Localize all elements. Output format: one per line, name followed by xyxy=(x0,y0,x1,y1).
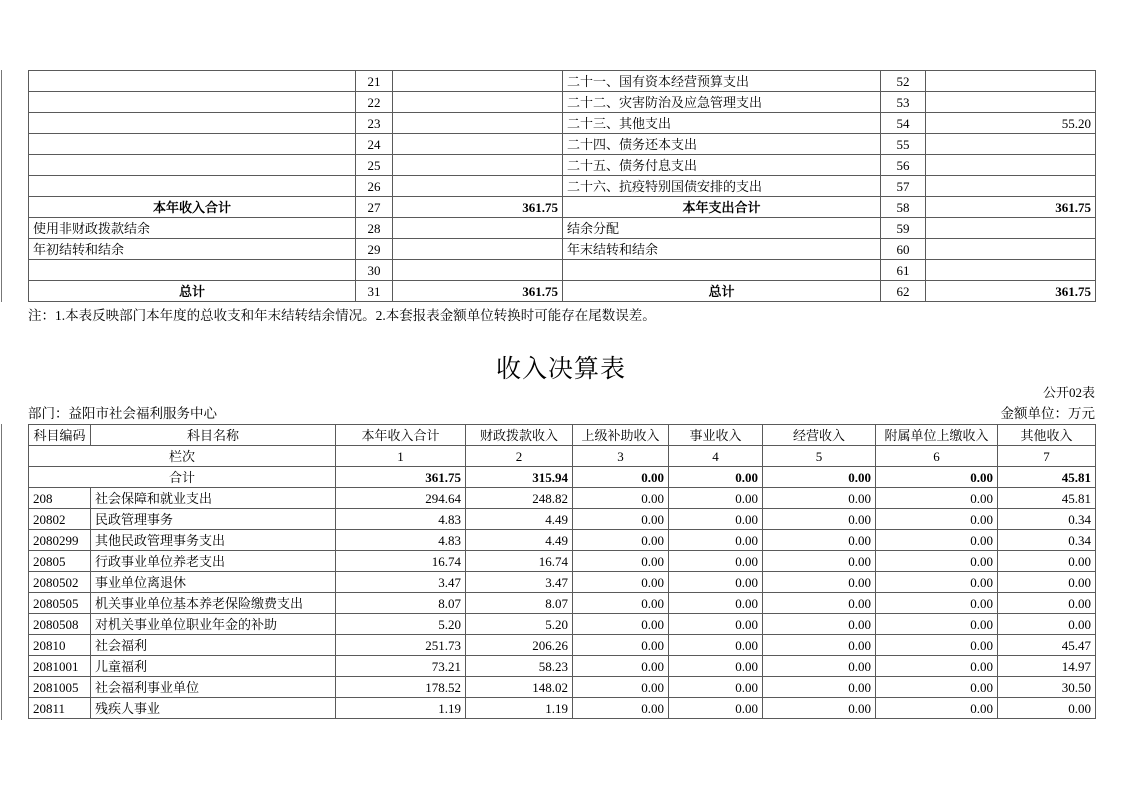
amount-value: 0.00 xyxy=(669,572,763,593)
left-line-number: 30 xyxy=(356,260,393,281)
right-line-number: 62 xyxy=(881,281,926,302)
amount-value: 0.00 xyxy=(763,677,876,698)
right-line-number: 59 xyxy=(881,218,926,239)
amount-value: 0.00 xyxy=(573,530,669,551)
amount-value: 0.00 xyxy=(573,614,669,635)
amount-value: 0.00 xyxy=(573,509,669,530)
amount-value: 0.00 xyxy=(763,614,876,635)
amount-value: 5.20 xyxy=(336,614,466,635)
amount-value: 0.00 xyxy=(763,488,876,509)
amount-value: 0.00 xyxy=(763,530,876,551)
summary-row xyxy=(29,239,1096,260)
income-data-row xyxy=(29,614,1096,635)
amount-value: 4.83 xyxy=(336,530,466,551)
subject-name: 行政事业单位养老支出 xyxy=(91,551,336,572)
subject-code: 2080502 xyxy=(29,572,91,593)
right-amount xyxy=(926,92,1096,113)
amount-value: 16.74 xyxy=(466,551,573,572)
total-row xyxy=(29,467,1096,488)
right-amount xyxy=(926,155,1096,176)
left-item-label: 年初结转和结余 xyxy=(29,239,356,260)
amount-value: 0.00 xyxy=(998,551,1096,572)
left-item-label xyxy=(29,92,356,113)
right-amount xyxy=(926,176,1096,197)
amount-value: 0.00 xyxy=(876,488,998,509)
summary-row xyxy=(29,218,1096,239)
amount-value: 0.00 xyxy=(573,677,669,698)
total-value: 0.00 xyxy=(573,467,669,488)
left-line-number: 27 xyxy=(356,197,393,218)
income-data-row xyxy=(29,509,1096,530)
amount-value: 0.00 xyxy=(669,509,763,530)
left-item-label: 总计 xyxy=(29,281,356,302)
amount-value: 5.20 xyxy=(466,614,573,635)
column-header: 科目编码 xyxy=(29,425,91,446)
total-value: 45.81 xyxy=(998,467,1096,488)
right-amount xyxy=(926,239,1096,260)
right-amount: 361.75 xyxy=(926,197,1096,218)
right-item-label: 本年支出合计 xyxy=(563,197,881,218)
income-data-row xyxy=(29,572,1096,593)
right-line-number: 53 xyxy=(881,92,926,113)
left-item-label xyxy=(29,71,356,92)
left-item-label xyxy=(29,155,356,176)
amount-value: 4.83 xyxy=(336,509,466,530)
summary-row xyxy=(29,155,1096,176)
subject-name: 社会保障和就业支出 xyxy=(91,488,336,509)
subject-name: 机关事业单位基本养老保险缴费支出 xyxy=(91,593,336,614)
subject-code: 2080505 xyxy=(29,593,91,614)
lanci-label: 栏次 xyxy=(29,446,336,467)
subject-name: 事业单位离退休 xyxy=(91,572,336,593)
amount-value: 0.00 xyxy=(876,572,998,593)
amount-value: 73.21 xyxy=(336,656,466,677)
subject-name: 其他民政管理事务支出 xyxy=(91,530,336,551)
amount-value: 0.00 xyxy=(998,572,1096,593)
right-amount xyxy=(926,134,1096,155)
right-amount: 361.75 xyxy=(926,281,1096,302)
summary-row xyxy=(29,92,1096,113)
right-line-number: 57 xyxy=(881,176,926,197)
department-label: 部门：益阳市社会福利服务中心 xyxy=(28,406,217,421)
income-data-row xyxy=(29,488,1096,509)
amount-value: 0.00 xyxy=(876,593,998,614)
income-data-row xyxy=(29,677,1096,698)
amount-value: 0.00 xyxy=(876,635,998,656)
page-left-border-top xyxy=(1,70,2,302)
column-header: 事业收入 xyxy=(669,425,763,446)
column-header: 财政拨款收入 xyxy=(466,425,573,446)
income-table-section xyxy=(28,424,1096,719)
amount-value: 30.50 xyxy=(998,677,1096,698)
page-left-border-bottom xyxy=(1,424,2,720)
income-header-row xyxy=(29,425,1096,446)
subject-code: 2081005 xyxy=(29,677,91,698)
amount-value: 16.74 xyxy=(336,551,466,572)
subject-code: 20802 xyxy=(29,509,91,530)
amount-value: 148.02 xyxy=(466,677,573,698)
amount-value: 0.00 xyxy=(573,635,669,656)
left-amount xyxy=(393,239,563,260)
amount-value: 0.00 xyxy=(669,656,763,677)
column-header: 本年收入合计 xyxy=(336,425,466,446)
subject-name: 残疾人事业 xyxy=(91,698,336,719)
amount-value: 0.00 xyxy=(573,551,669,572)
left-line-number: 28 xyxy=(356,218,393,239)
amount-value: 0.00 xyxy=(998,593,1096,614)
unit-label: 金额单位：万元 xyxy=(1000,406,1095,421)
left-amount xyxy=(393,260,563,281)
left-amount xyxy=(393,218,563,239)
amount-value: 251.73 xyxy=(336,635,466,656)
total-value: 0.00 xyxy=(876,467,998,488)
amount-value: 4.49 xyxy=(466,530,573,551)
left-item-label xyxy=(29,176,356,197)
subject-name: 社会福利 xyxy=(91,635,336,656)
income-data-row xyxy=(29,698,1096,719)
right-line-number: 58 xyxy=(881,197,926,218)
subject-code: 20811 xyxy=(29,698,91,719)
amount-value: 0.00 xyxy=(876,614,998,635)
left-line-number: 23 xyxy=(356,113,393,134)
amount-value: 0.00 xyxy=(763,509,876,530)
column-header: 其他收入 xyxy=(998,425,1096,446)
income-data-row xyxy=(29,656,1096,677)
subject-code: 20805 xyxy=(29,551,91,572)
right-amount: 55.20 xyxy=(926,113,1096,134)
right-line-number: 60 xyxy=(881,239,926,260)
amount-value: 3.47 xyxy=(336,572,466,593)
total-value: 0.00 xyxy=(669,467,763,488)
amount-value: 45.81 xyxy=(998,488,1096,509)
amount-value: 0.00 xyxy=(573,698,669,719)
right-item-label: 二十三、其他支出 xyxy=(563,113,881,134)
left-line-number: 21 xyxy=(356,71,393,92)
income-data-row xyxy=(29,593,1096,614)
subject-code: 2080299 xyxy=(29,530,91,551)
amount-value: 0.00 xyxy=(998,698,1096,719)
amount-value: 0.00 xyxy=(763,572,876,593)
income-table xyxy=(28,424,1096,719)
right-item-label xyxy=(563,260,881,281)
summary-row xyxy=(29,113,1096,134)
amount-value: 0.00 xyxy=(573,593,669,614)
summary-row xyxy=(29,134,1096,155)
amount-value: 0.00 xyxy=(763,551,876,572)
left-line-number: 25 xyxy=(356,155,393,176)
subject-name: 民政管理事务 xyxy=(91,509,336,530)
right-line-number: 61 xyxy=(881,260,926,281)
amount-value: 1.19 xyxy=(336,698,466,719)
amount-value: 0.34 xyxy=(998,530,1096,551)
left-amount xyxy=(393,134,563,155)
left-amount xyxy=(393,71,563,92)
column-number: 5 xyxy=(763,446,876,467)
summary-row xyxy=(29,176,1096,197)
subject-name: 社会福利事业单位 xyxy=(91,677,336,698)
amount-value: 8.07 xyxy=(336,593,466,614)
amount-value: 8.07 xyxy=(466,593,573,614)
left-amount: 361.75 xyxy=(393,281,563,302)
column-number: 3 xyxy=(573,446,669,467)
amount-value: 0.00 xyxy=(573,572,669,593)
amount-value: 0.00 xyxy=(573,656,669,677)
total-value: 0.00 xyxy=(763,467,876,488)
amount-value: 0.00 xyxy=(669,677,763,698)
total-label: 合计 xyxy=(29,467,336,488)
summary-table xyxy=(28,70,1096,302)
amount-value: 0.00 xyxy=(669,551,763,572)
table-note: 注：1.本表反映部门本年度的总收支和年末结转结余情况。2.本套报表金额单位转换时可能存在尾数误差。 xyxy=(28,308,656,323)
amount-value: 0.00 xyxy=(876,698,998,719)
right-item-label: 二十六、抗疫特别国债安排的支出 xyxy=(563,176,881,197)
left-line-number: 31 xyxy=(356,281,393,302)
page-title: 收入决算表 xyxy=(495,356,626,383)
left-line-number: 24 xyxy=(356,134,393,155)
summary-table-section xyxy=(28,70,1096,302)
right-amount xyxy=(926,218,1096,239)
total-value: 361.75 xyxy=(336,467,466,488)
subject-name: 儿童福利 xyxy=(91,656,336,677)
column-number: 4 xyxy=(669,446,763,467)
amount-value: 0.00 xyxy=(763,656,876,677)
left-item-label xyxy=(29,113,356,134)
subject-code: 20810 xyxy=(29,635,91,656)
amount-value: 0.00 xyxy=(998,614,1096,635)
amount-value: 0.00 xyxy=(876,551,998,572)
column-header: 经营收入 xyxy=(763,425,876,446)
column-header: 附属单位上缴收入 xyxy=(876,425,998,446)
left-amount: 361.75 xyxy=(393,197,563,218)
left-line-number: 22 xyxy=(356,92,393,113)
right-line-number: 54 xyxy=(881,113,926,134)
amount-value: 0.00 xyxy=(573,488,669,509)
right-line-number: 55 xyxy=(881,134,926,155)
income-data-row xyxy=(29,530,1096,551)
doc-number-label: 公开02表 xyxy=(1042,385,1095,400)
amount-value: 206.26 xyxy=(466,635,573,656)
amount-value: 58.23 xyxy=(466,656,573,677)
right-line-number: 56 xyxy=(881,155,926,176)
left-item-label: 本年收入合计 xyxy=(29,197,356,218)
column-number: 6 xyxy=(876,446,998,467)
column-number: 2 xyxy=(466,446,573,467)
amount-value: 0.00 xyxy=(669,488,763,509)
right-amount xyxy=(926,260,1096,281)
left-amount xyxy=(393,155,563,176)
summary-row xyxy=(29,71,1096,92)
right-item-label: 总计 xyxy=(563,281,881,302)
column-header: 科目名称 xyxy=(91,425,336,446)
left-amount xyxy=(393,113,563,134)
left-item-label xyxy=(29,260,356,281)
amount-value: 0.00 xyxy=(876,530,998,551)
amount-value: 0.00 xyxy=(669,698,763,719)
amount-value: 0.00 xyxy=(876,509,998,530)
table-meta-row xyxy=(28,402,1095,422)
amount-value: 0.00 xyxy=(669,530,763,551)
right-line-number: 52 xyxy=(881,71,926,92)
amount-value: 14.97 xyxy=(998,656,1096,677)
amount-value: 178.52 xyxy=(336,677,466,698)
left-amount xyxy=(393,176,563,197)
right-item-label: 二十五、债务付息支出 xyxy=(563,155,881,176)
amount-value: 0.00 xyxy=(763,635,876,656)
summary-row xyxy=(29,260,1096,281)
column-number: 1 xyxy=(336,446,466,467)
left-item-label xyxy=(29,134,356,155)
right-item-label: 二十四、债务还本支出 xyxy=(563,134,881,155)
income-data-row xyxy=(29,635,1096,656)
right-item-label: 二十二、灾害防治及应急管理支出 xyxy=(563,92,881,113)
left-line-number: 29 xyxy=(356,239,393,260)
amount-value: 0.00 xyxy=(876,677,998,698)
amount-value: 0.00 xyxy=(669,635,763,656)
right-item-label: 年末结转和结余 xyxy=(563,239,881,260)
amount-value: 3.47 xyxy=(466,572,573,593)
right-item-label: 二十一、国有资本经营预算支出 xyxy=(563,71,881,92)
column-number: 7 xyxy=(998,446,1096,467)
amount-value: 4.49 xyxy=(466,509,573,530)
amount-value: 294.64 xyxy=(336,488,466,509)
amount-value: 0.00 xyxy=(669,614,763,635)
subject-code: 208 xyxy=(29,488,91,509)
income-data-row xyxy=(29,551,1096,572)
amount-value: 0.00 xyxy=(763,698,876,719)
amount-value: 0.34 xyxy=(998,509,1096,530)
total-value: 315.94 xyxy=(466,467,573,488)
lanci-row xyxy=(29,446,1096,467)
amount-value: 0.00 xyxy=(876,656,998,677)
left-line-number: 26 xyxy=(356,176,393,197)
summary-row xyxy=(29,197,1096,218)
left-item-label: 使用非财政拨款结余 xyxy=(29,218,356,239)
subject-name: 对机关事业单位职业年金的补助 xyxy=(91,614,336,635)
right-item-label: 结余分配 xyxy=(563,218,881,239)
column-header: 上级补助收入 xyxy=(573,425,669,446)
right-amount xyxy=(926,71,1096,92)
subject-code: 2080508 xyxy=(29,614,91,635)
amount-value: 1.19 xyxy=(466,698,573,719)
summary-row xyxy=(29,281,1096,302)
amount-value: 248.82 xyxy=(466,488,573,509)
amount-value: 0.00 xyxy=(763,593,876,614)
subject-code: 2081001 xyxy=(29,656,91,677)
amount-value: 0.00 xyxy=(669,593,763,614)
left-amount xyxy=(393,92,563,113)
amount-value: 45.47 xyxy=(998,635,1096,656)
